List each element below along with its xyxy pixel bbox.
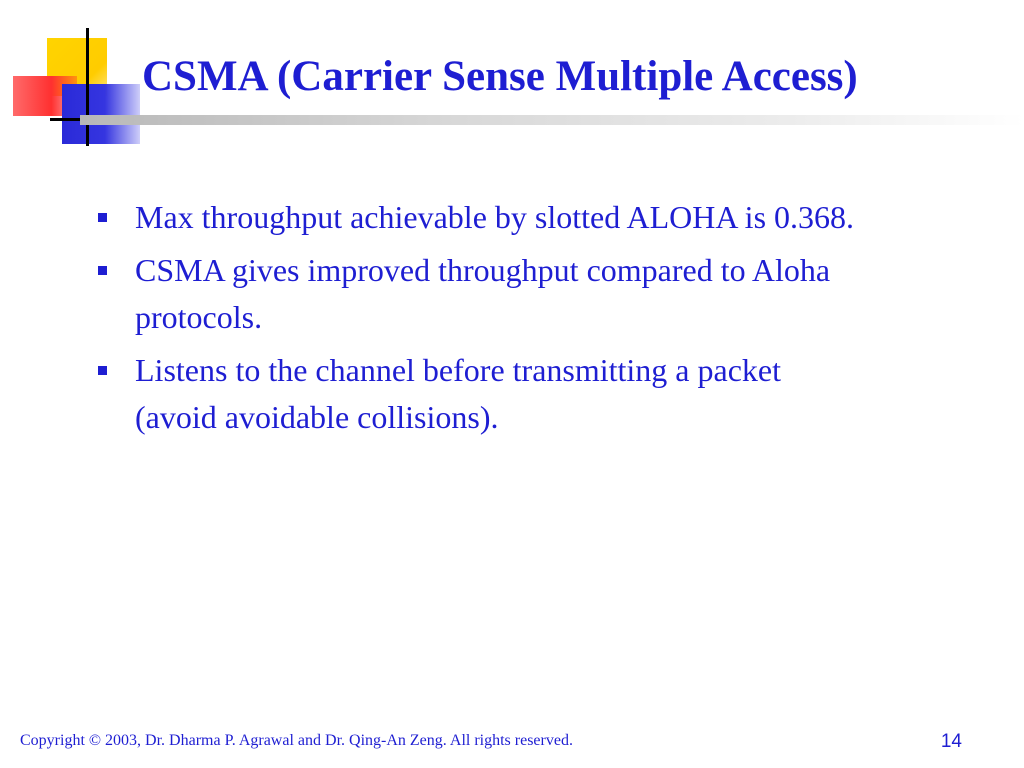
bullet-text: CSMA gives improved throughput compared to Aloha protocols. [135, 252, 831, 335]
bullet-item [95, 347, 865, 441]
bullet-text: Listens to the channel before transmitting a packet (avoid avoidable collisions). [135, 352, 781, 435]
slide-title: CSMA (Carrier Sense Multiple Access) [142, 53, 858, 100]
square-bullet-icon [98, 366, 107, 375]
square-bullet-icon [98, 266, 107, 275]
bullet-item [95, 194, 865, 241]
slide-logo-icon [0, 0, 160, 160]
bullet-text: Max throughput achievable by slotted ALOHA is 0.368. [135, 199, 855, 235]
copyright-footer: Copyright © 2003, Dr. Dharma P. Agrawal and Dr. Qing-An Zeng. All rights reserved. [20, 732, 573, 749]
bullet-list [95, 194, 865, 447]
title-underline [80, 115, 1024, 125]
page-number: 14 [940, 731, 962, 752]
logo-vertical-line [86, 28, 89, 146]
bullet-item [95, 247, 865, 341]
logo-blue-square [62, 84, 140, 144]
square-bullet-icon [98, 213, 107, 222]
